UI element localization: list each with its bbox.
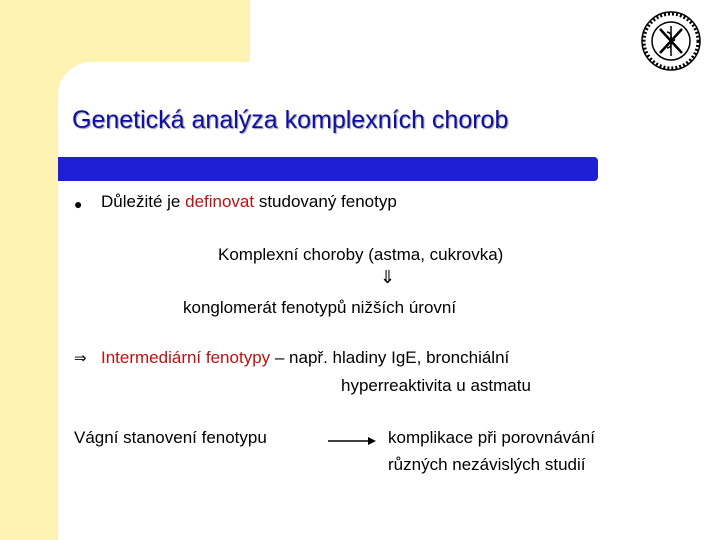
center-line-2: konglomerát fenotypů nižších úrovní — [183, 298, 457, 317]
university-seal-icon — [640, 10, 702, 72]
right-arrow-bullet-icon: ⇒ — [74, 350, 87, 367]
bullet-1-suffix: studovaný fenotyp — [254, 192, 397, 211]
right-arrow-icon — [328, 436, 376, 446]
bullet-1-prefix: Důležité je — [101, 192, 186, 211]
title-underline-bar — [58, 157, 598, 181]
bullet-2-rest: – např. hladiny IgE, bronchiální — [270, 348, 510, 367]
bullet-2-line-2: hyperreaktivita u astmatu — [341, 376, 531, 395]
center-line-1: Komplexní choroby (astma, cukrovka) — [218, 245, 504, 264]
bottom-left-text: Vágní stanovení fenotypu — [74, 428, 267, 447]
bullet-2-highlight: Intermediární fenotypy — [101, 348, 271, 367]
down-arrow-icon: ⇓ — [380, 267, 396, 287]
slide-title: Genetická analýza komplexních chorob — [72, 106, 509, 134]
bullet-2-text — [101, 348, 509, 368]
bottom-right-line-2: různých nezávislých studií — [388, 455, 586, 474]
bullet-dot-icon: ● — [74, 196, 83, 212]
bullet-1-text — [101, 192, 397, 212]
bottom-right-line-1: komplikace při porovnávání — [388, 428, 595, 447]
bullet-1-highlight: definovat — [185, 192, 255, 211]
